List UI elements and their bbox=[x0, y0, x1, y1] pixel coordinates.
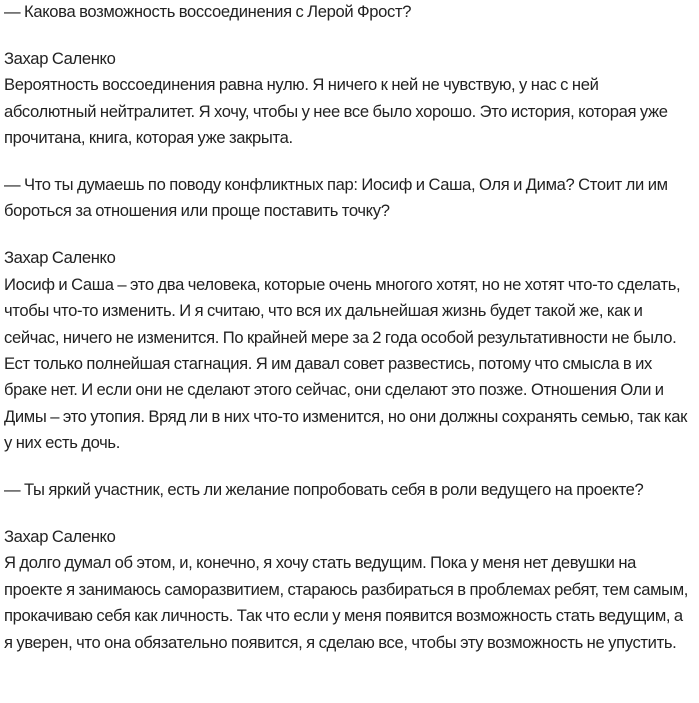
speaker-name: Захар Саленко bbox=[4, 48, 116, 68]
question-3: — Ты яркий участник, есть ли желание попробовать себя в роли ведущего на проекте? bbox=[4, 480, 644, 500]
answer-text: Вероятность воссоединения равна нулю. Я ничего к ней не чувствую, у нас с ней абсолютный нейтралитет. Я хочу, чтобы у нее все было хорошо. Это история, которая уже прочитана, книга, которая уже закрыта. bbox=[4, 75, 668, 148]
speaker-name: Захар Саленко bbox=[4, 527, 116, 546]
answer-text: Иосиф и Саша – это два человека, которые очень многого хотят, но не хотят что-то сделать, чтобы что-то изменить. И я считаю, что вся их дальнейшая жизнь будет такой же, как и сейчас, ничего не изменится. По крайней мере за 2 года особой результативности не было. Ест только полнейшая стагнация. Я им давал совет развестись, потому что смысла в их браке нет. И если они не сделают этого сейчас, они сделают это позже. Отношения Оли и Димы – это утопия. Вряд ли в них что-то изменится, но они должны сохранять семью, так как у них есть дочь. bbox=[4, 274, 688, 453]
answer-1 bbox=[4, 46, 694, 152]
speaker-name: Захар Саленко bbox=[4, 248, 116, 268]
answer-text: Я долго думал об этом, и, конечно, я хочу стать ведущим. Пока у меня нет девушки на проекте я занимаюсь саморазвитием, стараюсь разбираться в проблемах ребят, тем самым, прокачиваю себя как личность. Так что если у меня появится возможность стать ведущим, а я уверен, что она обязательно появится, я сделаю все, чтобы эту возможность не упустить. bbox=[4, 553, 689, 652]
question-1: — Какова возможность воссоединения с Лерой Фрост? bbox=[4, 2, 412, 21]
answer-3 bbox=[4, 524, 694, 656]
question-2: — Что ты думаешь по поводу конфликтных пар: Иосиф и Саша, Оля и Дима? Стоит ли им бороться за отношения или проще поставить точку? bbox=[4, 175, 668, 221]
answer-2 bbox=[4, 245, 694, 456]
interview-article bbox=[4, 0, 694, 677]
